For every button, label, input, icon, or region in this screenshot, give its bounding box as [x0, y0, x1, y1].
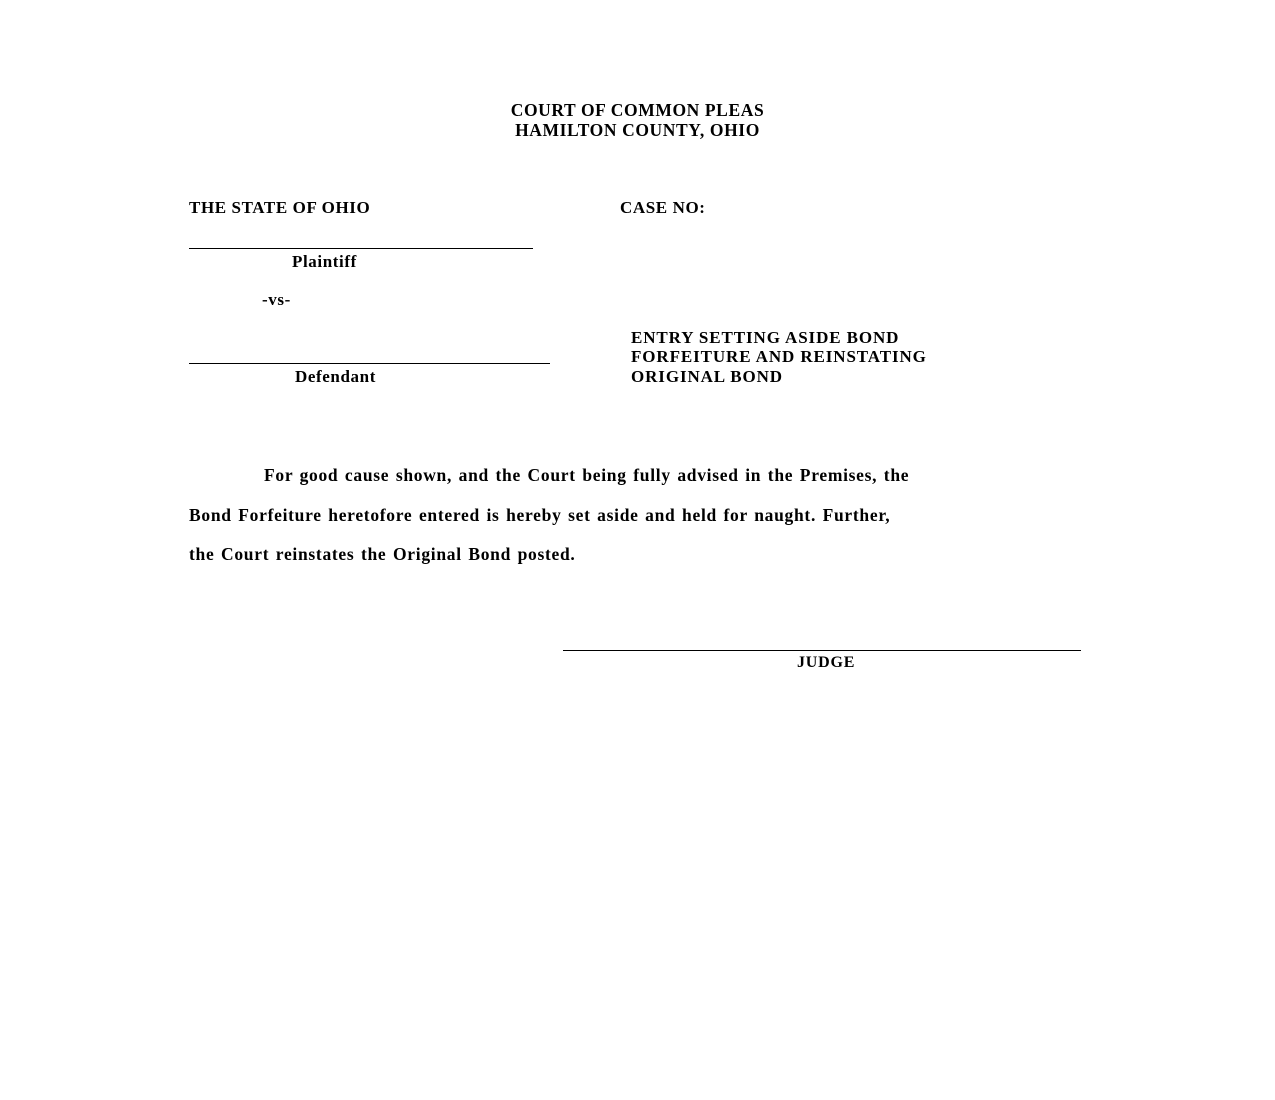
body-line-2: Bond Forfeiture heretofore entered is hereby set aside and held for naught. Further, [189, 505, 891, 525]
versus-label: -vs- [262, 290, 291, 309]
court-county: HAMILTON COUNTY, OHIO [515, 120, 760, 140]
entry-title-line-1: ENTRY SETTING ASIDE BOND [631, 328, 900, 347]
plaintiff-label: Plaintiff [292, 252, 357, 271]
defendant-label: Defendant [295, 367, 376, 386]
case-number-label: CASE NO: [620, 198, 706, 217]
body-line-1: For good cause shown, and the Court being fully advised in the Premises, the [264, 465, 910, 485]
plaintiff-name-line [189, 248, 533, 249]
court-name: COURT OF COMMON PLEAS [510, 100, 765, 120]
state-of-ohio: THE STATE OF OHIO [189, 198, 371, 217]
entry-title-line-3: ORIGINAL BOND [631, 367, 783, 386]
judge-label: JUDGE [797, 654, 856, 671]
entry-title-line-2: FORFEITURE AND REINSTATING [631, 347, 927, 366]
judge-signature-line [563, 650, 1081, 651]
defendant-name-line [189, 363, 550, 364]
body-line-3: the Court reinstates the Original Bond posted. [189, 544, 576, 564]
